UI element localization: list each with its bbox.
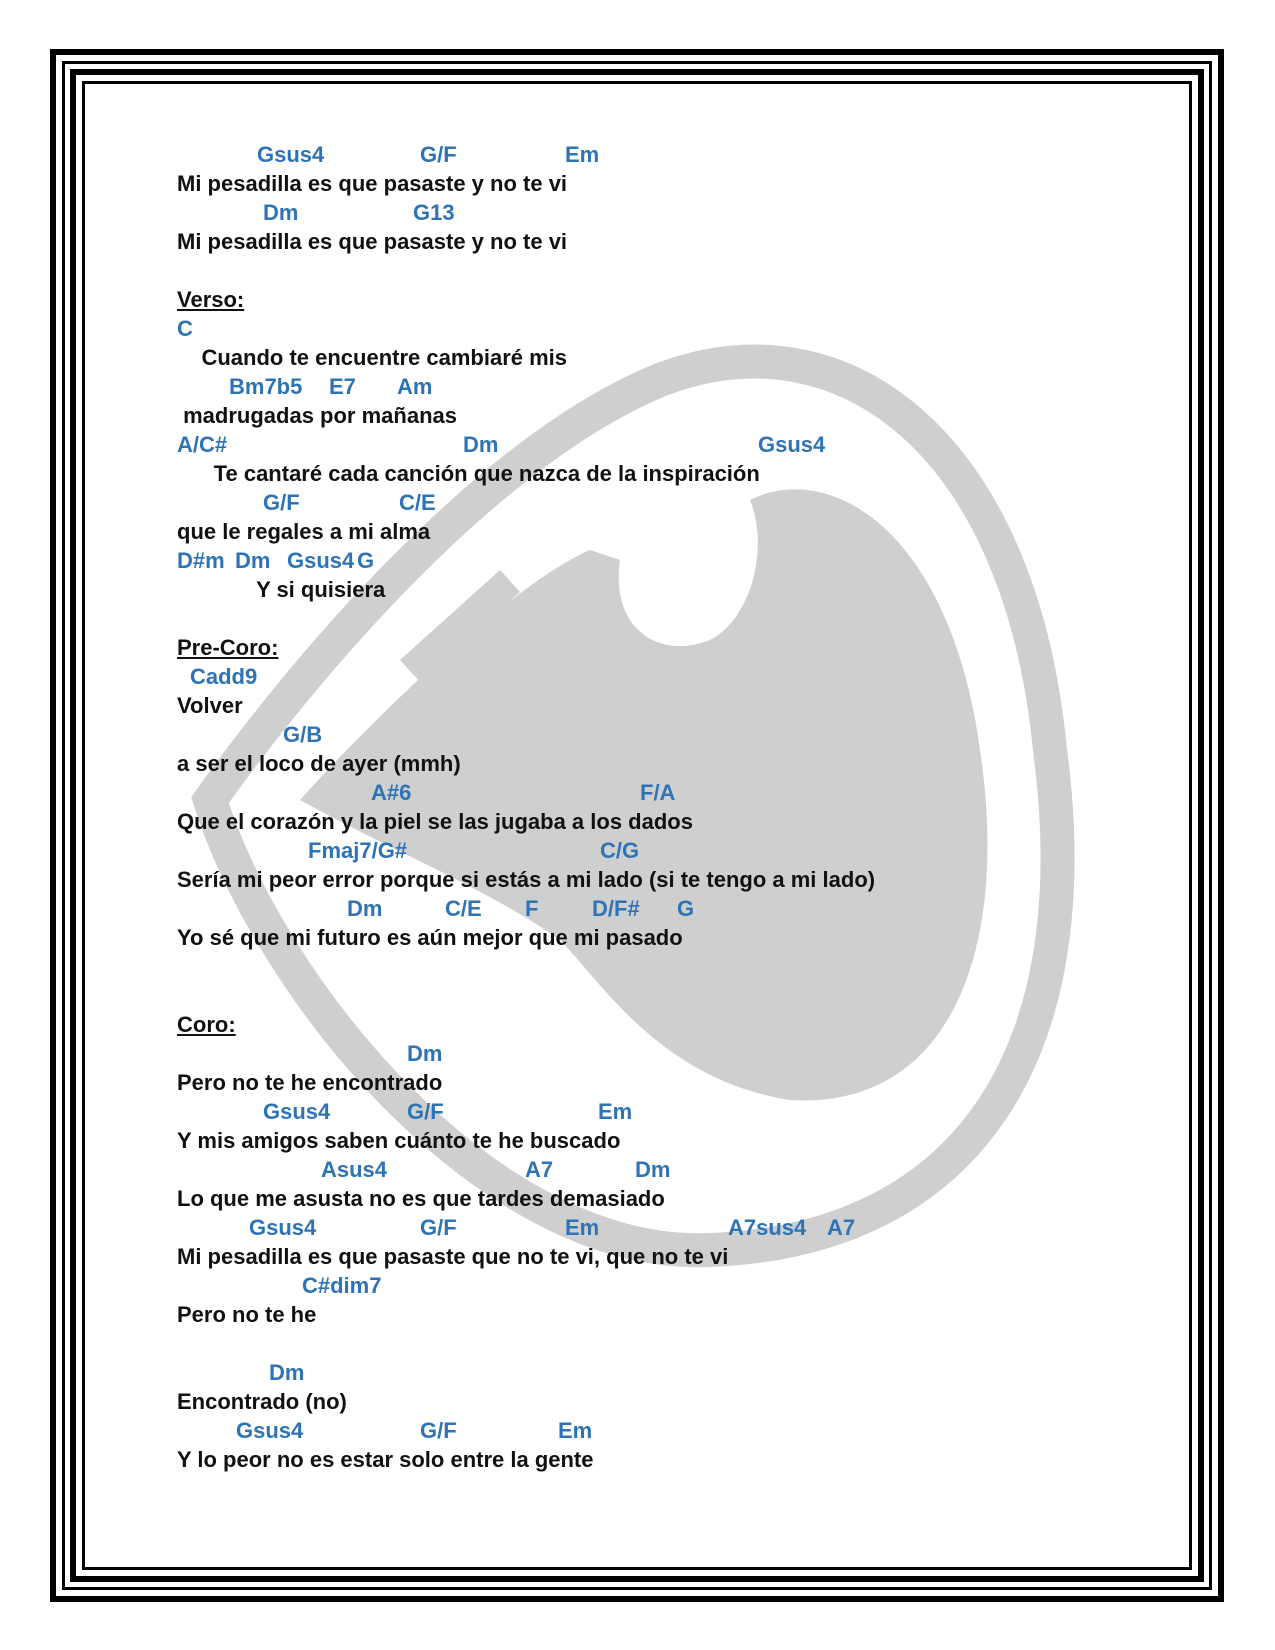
chord: E7 (329, 374, 356, 399)
lyric-line: Y mis amigos saben cuánto te he buscado (177, 1128, 621, 1153)
section-heading-precoro: Pre-Coro: (177, 635, 279, 660)
chord: G/B (283, 722, 323, 747)
chord: D#m (177, 548, 225, 573)
chord: Gsus4 (236, 1418, 304, 1443)
chord-line (177, 836, 1177, 865)
section-heading-verso: Verso: (177, 287, 245, 312)
chord: Fmaj7/G# (308, 838, 408, 863)
chord-line (177, 1097, 1177, 1126)
chord: A7 (525, 1157, 554, 1182)
chord-line (177, 894, 1177, 923)
chord: A7 (827, 1215, 856, 1240)
chord: G (357, 548, 375, 573)
lyric-line: Y si quisiera (177, 577, 386, 602)
chord-line (177, 778, 1177, 807)
chord: D/F# (592, 896, 640, 921)
chord-line (177, 140, 1177, 169)
chord: Dm (235, 548, 271, 573)
chord: G/F (420, 142, 457, 167)
lyric-line: Encontrado (no) (177, 1389, 347, 1414)
chord-line (177, 546, 1177, 575)
lyric-line: Sería mi peor error porque si estás a mi lado (si te tengo a mi lado) (177, 867, 876, 892)
chord-line (177, 1416, 1177, 1445)
chord: Gsus4 (263, 1099, 331, 1124)
chord: Em (565, 1215, 600, 1240)
lyric-line: Te cantaré cada canción que nazca de la inspiración (177, 461, 760, 486)
chord: Dm (463, 432, 499, 457)
section-heading-coro: Coro: (177, 1012, 236, 1037)
lyric-line: a ser el loco de ayer (mmh) (177, 751, 461, 776)
chord: G/F (407, 1099, 444, 1124)
chord-line (177, 430, 1177, 459)
lyric-line: Yo sé que mi futuro es aún mejor que mi pasado (177, 925, 683, 950)
chord-line (177, 1358, 1177, 1387)
lyric-line: Pero no te he encontrado (177, 1070, 443, 1095)
chord-line (177, 488, 1177, 517)
chord: A#6 (371, 780, 412, 805)
chord: Dm (269, 1360, 305, 1385)
chord: Em (565, 142, 600, 167)
chord: Em (598, 1099, 633, 1124)
chord-line (177, 372, 1177, 401)
chord: C/E (445, 896, 482, 921)
chord-line (177, 1271, 1177, 1300)
chord: Am (397, 374, 433, 399)
chord: Em (558, 1418, 593, 1443)
chord: F/A (640, 780, 676, 805)
chord: G/F (420, 1215, 457, 1240)
chord: G/F (263, 490, 300, 515)
chord: Gsus4 (287, 548, 355, 573)
chord: Asus4 (321, 1157, 388, 1182)
chord: Cadd9 (190, 664, 258, 689)
lyric-line: Cuando te encuentre cambiaré mis (177, 345, 568, 370)
chord: G13 (413, 200, 455, 225)
lyric-line: Mi pesadilla es que pasaste que no te vi, que no te vi (177, 1244, 729, 1269)
chord: A/C# (177, 432, 228, 457)
chord: Dm (263, 200, 299, 225)
lyric-line: Que el corazón y la piel se las jugaba a los dados (177, 809, 693, 834)
chord: Gsus4 (257, 142, 325, 167)
chord: A7sus4 (728, 1215, 807, 1240)
chord: F (525, 896, 539, 921)
lyric-line: Pero no te he (177, 1302, 317, 1327)
chord-line (177, 314, 1177, 343)
chord-line (177, 198, 1177, 227)
lyric-line: Lo que me asusta no es que tardes demasiado (177, 1186, 665, 1211)
chord: Bm7b5 (229, 374, 303, 399)
chord: Dm (347, 896, 383, 921)
chord: Dm (635, 1157, 671, 1182)
chord: G/F (420, 1418, 457, 1443)
chord-line (177, 1213, 1177, 1242)
chord: C/G (600, 838, 640, 863)
chord: C/E (399, 490, 436, 515)
lyric-line: Volver (177, 693, 243, 718)
chord-line (177, 1039, 1177, 1068)
chord: Dm (407, 1041, 443, 1066)
lyric-line: Y lo peor no es estar solo entre la gente (177, 1447, 594, 1472)
lyric-line: madrugadas por mañanas (177, 403, 457, 428)
lyric-line: Mi pesadilla es que pasaste y no te vi (177, 229, 568, 254)
chord-line (177, 1155, 1177, 1184)
chord: G (677, 896, 695, 921)
chord: Gsus4 (758, 432, 826, 457)
chord: C#dim7 (302, 1273, 382, 1298)
lyric-line: Mi pesadilla es que pasaste y no te vi (177, 171, 568, 196)
chord: C (177, 316, 193, 341)
lyric-line: que le regales a mi alma (177, 519, 431, 544)
chord-line (177, 720, 1177, 749)
chord: Gsus4 (249, 1215, 317, 1240)
chord-sheet (177, 140, 1177, 1474)
chord-line (177, 662, 1177, 691)
